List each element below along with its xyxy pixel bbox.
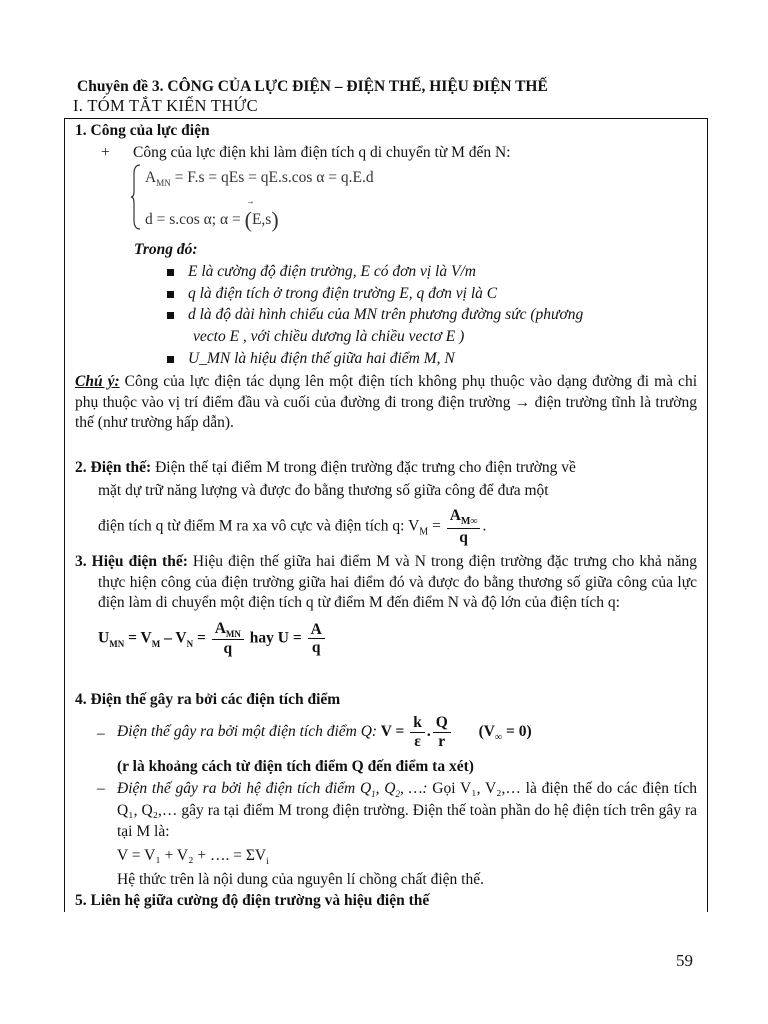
formula-brace xyxy=(131,164,141,230)
voltage-fraction: $\frac{A}{q}$ xyxy=(308,621,325,658)
potential-paragraph: 2. Điện thế: Điện thế tại điểm M trong điện trường đặc trưng cho điện trường về mặt dự trữ năng lượng và được đo bằng thương số giữa công để đưa một điện tích q từ điểm M ra xa vô cực và điện tích q: $V_M$ = $\frac{A_{M\infty}}{q}$ . xyxy=(75,459,576,546)
distance-note: (r là khoảng cách từ điện tích điểm Q đến điểm ta xét) xyxy=(117,758,474,775)
page-number: 59 xyxy=(676,951,693,970)
superposition-principle: Hệ thức trên là nội dung của nguyên lí chồng chất điện thế. xyxy=(117,871,484,888)
q-over-r-fraction: $\frac{Q}{r}$ xyxy=(433,714,451,751)
potential-difference-fraction: $\frac{A_{MN}}{q}$ xyxy=(212,620,244,658)
potential-fraction: $\frac{A_{M\infty}}{q}$ xyxy=(447,507,481,546)
k-over-epsilon-fraction: $\frac{k}{\varepsilon}$ xyxy=(410,714,425,751)
work-intro: Công của lực điện khi làm điện tích q di chuyển từ M đến N: xyxy=(133,144,511,161)
potential-difference-paragraph: 3. Hiệu điện thế: Hiệu điện thế giữa hai điểm M và N trong điện trường đặc trưng cho khả năng thực hiện công của điện trường giữa hai điểm đó và được đo bằng thương số giữa công của lực điện làm di chuyển một điện tích q từ điểm M đến điểm N và độ lớn của điện tích q: $U_{MN} = V_M - V_N$ = $\frac{A_{MN}}{q}$ hay U = $\frac{A}{q}$ xyxy=(75,553,697,658)
bullet-icon xyxy=(167,356,174,363)
bullet-item: d là độ dài hình chiếu của MN trên phương đường sức (phương xyxy=(167,305,583,326)
chapter-title: Chuyên đề 3. CÔNG CỦA LỰC ĐIỆN – ĐIỆN THẾ, HIỆU ĐIỆN THẾ xyxy=(77,78,548,95)
superposition-formula: V = V₁ + V₂ + …. = $\Sigma V_i$ xyxy=(117,847,269,867)
bullet-item: q là điện tích ở trong điện trường E, q đơn vị là C xyxy=(167,284,497,305)
dash-marker: – xyxy=(97,725,105,742)
work-formula-line1: $A_{MN} = F.s$ = qEs = qE.s.cos α = q.E.d xyxy=(145,169,374,189)
point-charge-heading: 4. Điện thế gây ra bởi các điện tích điểm xyxy=(75,691,341,708)
system-charge-potential: Điện thế gây ra bởi hệ điện tích điểm $Q_1$, $Q_2$, …: Gọi V₁, V₂,… là điện thế do các điện tích Q₁, Q₂,… gây ra tại điểm M trong điện trường. Điện thế toàn phần do hệ điện tích trên gây ra tại M là: xyxy=(117,780,698,840)
trong-do-label: Trong đó: xyxy=(134,241,198,258)
field-voltage-relation-heading: 5. Liên hệ giữa cường độ điện trường và hiệu điện thế xyxy=(75,892,430,909)
single-charge-potential: Điện thế gây ra bởi một điện tích điểm Q: V = $\frac{k}{\varepsilon}$ . $\frac{Q}{r}$ $(V_\infty = 0)$ xyxy=(117,714,532,750)
bullet-item: U_MN là hiệu điện thế giữa hai điểm M, N xyxy=(167,349,455,370)
bullet-icon xyxy=(167,269,174,276)
work-formula-line2: d = s.cos α; α = (E ,s) xyxy=(145,207,279,232)
bullet-icon xyxy=(167,312,174,319)
bullet-icon xyxy=(167,291,174,298)
bullet-item-continued: vecto E , với chiều dương là chiều vectơ E ) xyxy=(193,328,465,345)
note-paragraph: Chú ý: Công của lực điện tác dụng lên một điện tích không phụ thuộc vào dạng đường đi mà chỉ phụ thuộc vào vị trí điểm đầu và cuối của đường đi trong điện trường → điện trường tĩnh là trường thế (như trường hấp dẫn). xyxy=(75,373,697,432)
section-heading: I. TÓM TẮT KIẾN THỨC xyxy=(73,96,258,115)
heading-work-of-electric-force: 1. Công của lực điện xyxy=(75,122,210,139)
bullet-item: E là cường độ điện trường, E có đơn vị là V/m xyxy=(167,262,476,283)
dash-marker: – xyxy=(97,780,105,797)
plus-marker: + xyxy=(101,144,110,161)
